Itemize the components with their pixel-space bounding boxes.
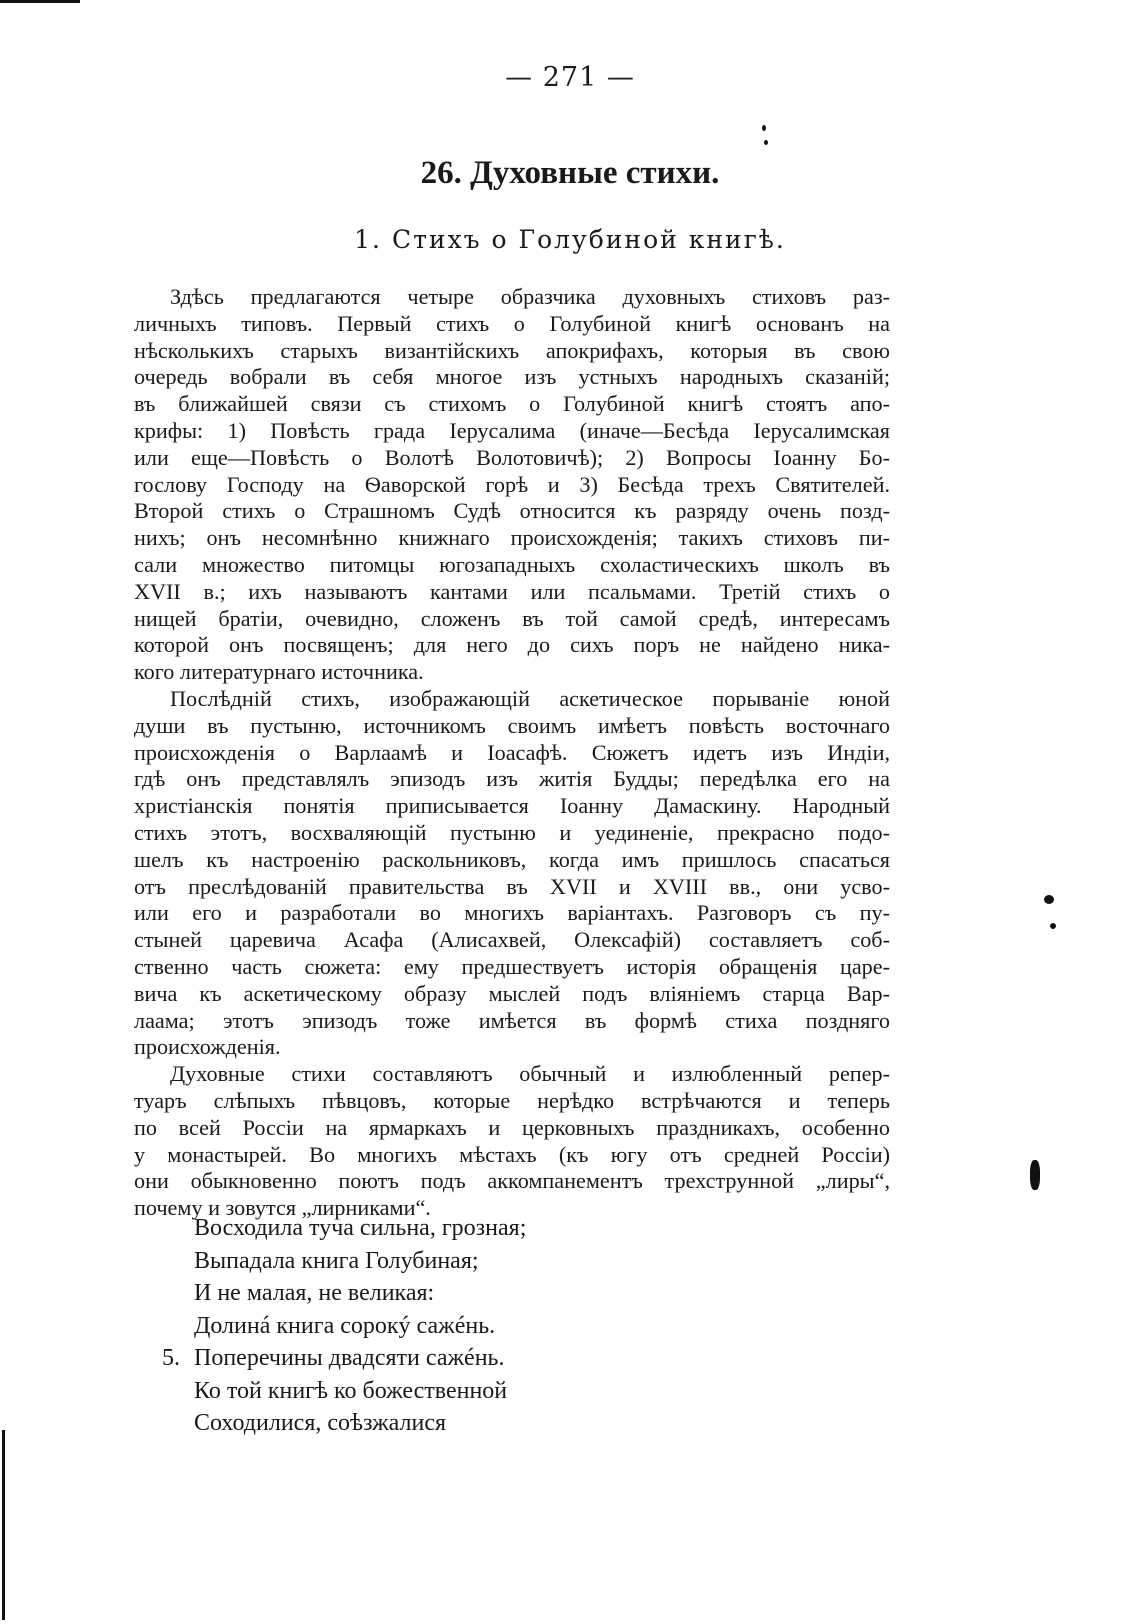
verse-line <box>162 1407 526 1440</box>
paragraph <box>134 1061 890 1222</box>
text-line: они обыкновенно поютъ подъ аккомпанементъ трехструнной „лиры“, <box>134 1168 890 1194</box>
text-line: туаръ слѣпыхъ пѣвцовъ, которые нерѣдко встрѣчаются и теперь <box>134 1087 890 1113</box>
text-line: кого литературнаго источника. <box>134 659 424 685</box>
scan-speck <box>1030 1160 1040 1190</box>
page-number: — 271 — <box>505 62 635 93</box>
text-line: или еще—Повѣсть о Волотѣ Волотовичѣ); 2) Вопросы Іоанну Бо- <box>134 444 890 470</box>
text-line: нищей братіи, очевидно, сложенъ въ той самой средѣ, интересамъ <box>134 605 890 631</box>
text-line: происхожденія. <box>134 1034 281 1060</box>
verse-line <box>162 1277 526 1310</box>
text-line: стихъ этотъ, восхваляющій пустыню и уединеніе, прекрасно подо- <box>134 819 890 845</box>
scan-speck <box>1044 895 1054 904</box>
chapter-title: 26. Духовные стихи. <box>420 155 720 191</box>
text-line: лаама; этотъ эпизодъ тоже имѣется въ формѣ стиха поздняго <box>134 1007 890 1033</box>
text-line: почему и зовутся „лирниками“. <box>134 1195 431 1221</box>
text-line: Духовные стихи составляютъ обычный и излюбленный репер- <box>170 1061 890 1087</box>
verse-line <box>162 1310 526 1343</box>
text-line: личныхъ типовъ. Первый стихъ о Голубиной книгѣ основанъ на <box>134 310 890 336</box>
text-line: гдѣ онъ представлялъ эпизодъ изъ житія Будды; передѣлка его на <box>134 766 890 792</box>
text-line: вича къ аскетическому образу мыслей подъ вліяніемъ старца Вар- <box>134 980 890 1006</box>
text-line: крифы: 1) Повѣсть града Іерусалима (иначе—Бесѣда Іерусалимская <box>134 417 890 443</box>
text-line: Здѣсь предлагаются четыре образчика духовныхъ стиховъ раз- <box>170 284 890 309</box>
text-line: гослову Господу на Ѳаворской горѣ и 3) Бесѣда трехъ Святителей. <box>134 471 890 497</box>
scan-speck <box>2 1430 5 1620</box>
verse-line-text: Ко той книгѣ ко божественной <box>194 1377 508 1404</box>
text-line: сали множество питомцы югозападныхъ схоластическихъ школъ въ <box>134 551 890 577</box>
text-line: которой онъ посвященъ; для него до сихъ поръ не найдено ника- <box>134 632 890 658</box>
body-text <box>134 284 890 1222</box>
text-line: или его и разработали во многихъ варіантахъ. Разговоръ съ пу- <box>134 900 890 926</box>
text-line: отъ преслѣдованій правительства въ XVII и XVIII вв., они усво- <box>134 873 890 899</box>
text-line: у монастырей. Во многихъ мѣстахъ (къ югу отъ средней Россіи) <box>134 1141 890 1167</box>
verse-line-text: Соходилися, соѣзжалися <box>194 1410 447 1436</box>
scan-speck <box>1050 923 1056 929</box>
text-line: очередь вобрали въ себя многое изъ устныхъ народныхъ сказаній; <box>134 364 890 390</box>
verse-line <box>162 1342 526 1375</box>
section-title: 1. Стихъ о Голубиной книгѣ. <box>354 225 786 254</box>
text-line: нихъ; онъ несомнѣнно книжнаго происхожденія; такихъ стиховъ пи- <box>134 525 890 551</box>
text-line: Второй стихъ о Страшномъ Судѣ относится къ разряду очень позд- <box>134 498 890 524</box>
verse-line <box>162 1212 526 1245</box>
verse-line-text: Выпадала книга Голубиная; <box>194 1247 479 1274</box>
verse-line-text: Долинá книга сорокý сажéнь. <box>194 1312 496 1339</box>
scan-speck <box>0 0 80 3</box>
paragraph <box>134 686 890 1061</box>
text-line: нѣсколькихъ старыхъ византійскихъ апокрифахъ, которыя въ свою <box>134 337 890 363</box>
verse-line-text: Восходила туча сильна, грозная; <box>194 1215 527 1241</box>
text-line: по всей Россіи на ярмаркахъ и церковныхъ праздникахъ, особенно <box>134 1114 890 1140</box>
verse-line-number: 5. <box>162 1345 180 1371</box>
text-line: происхожденія о Варлаамѣ и Іоасафѣ. Сюжетъ идетъ изъ Индіи, <box>134 739 890 765</box>
text-line: стыней царевича Асафа (Алисахвей, Олексафій) составляетъ соб- <box>134 927 890 953</box>
text-line: шелъ къ настроенію раскольниковъ, когда имъ пришлось спасаться <box>134 846 890 872</box>
scan-speck <box>762 125 766 131</box>
verse-line <box>162 1245 526 1278</box>
text-line: души въ пустыню, источникомъ своимъ имѣетъ повѣсть восточнаго <box>134 712 890 738</box>
verse-line-text: И не малая, не великая: <box>194 1280 435 1306</box>
text-line: христіанскія понятія приписывается Іоанну Дамаскину. Народный <box>134 793 890 819</box>
text-line: Послѣдній стихъ, изображающій аскетическое порываніе юной <box>170 685 890 711</box>
verse-line <box>162 1375 526 1408</box>
text-line: въ ближайшей связи съ стихомъ о Голубиной книгѣ стоятъ апо- <box>134 391 890 417</box>
text-line: XVII в.; ихъ называютъ кантами или псальмами. Третій стихъ о <box>134 578 890 604</box>
paragraph <box>134 284 890 686</box>
verse-block <box>162 1212 526 1440</box>
scan-speck <box>764 140 768 145</box>
text-line: ственно часть сюжета: ему предшествуетъ исторія обращенія царе- <box>134 953 890 979</box>
verse-line-text: Поперечины двадсяти сажéнь. <box>194 1345 505 1371</box>
